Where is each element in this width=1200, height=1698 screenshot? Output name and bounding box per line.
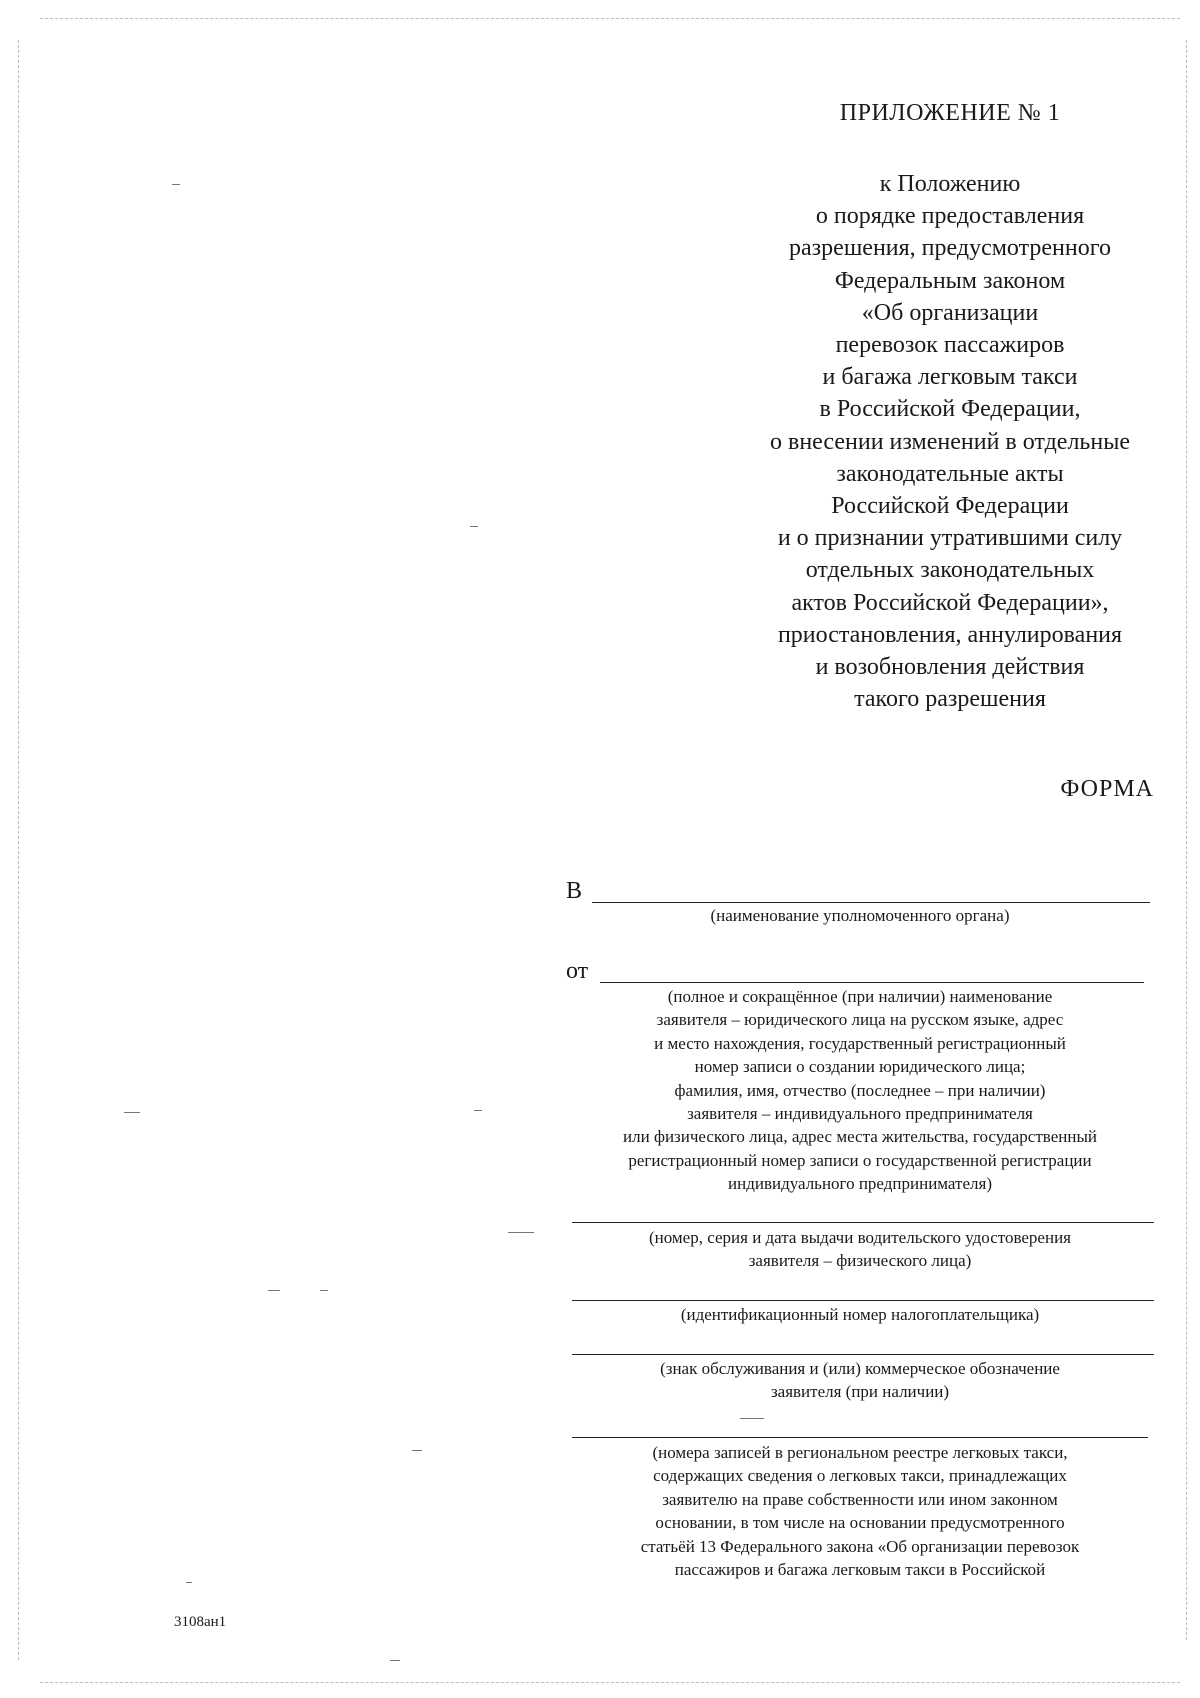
caption-line: содержащих сведения о легковых такси, принадлежащих	[653, 1466, 1067, 1486]
from-prefix: от	[566, 958, 589, 984]
caption-line: заявителя (при наличии)	[770, 1382, 950, 1402]
annex-line: разрешения, предусмотренного	[789, 235, 1111, 262]
scan-speck	[268, 1290, 280, 1291]
caption-line: заявителя – юридического лица на русском языке, адрес	[656, 1010, 1064, 1030]
annex-title: ПРИЛОЖЕНИЕ № 1	[839, 100, 1061, 126]
taxi-registry-field[interactable]	[572, 1437, 1148, 1438]
trademark-caption	[560, 1357, 1160, 1404]
scan-speck	[186, 1582, 192, 1583]
annex-line: к Положению	[879, 171, 1021, 197]
scan-edge-left	[18, 40, 19, 1660]
annex-line: и возобновления действия	[815, 654, 1085, 681]
caption-line: регистрационный номер записи о государственной регистрации	[628, 1150, 1092, 1170]
caption-line: фамилия, имя, отчество (последнее – при наличии)	[674, 1080, 1046, 1100]
page-code: 3108ан1	[174, 1614, 227, 1630]
caption-line: (полное и сокращённое (при наличии) наименование	[667, 987, 1053, 1006]
annex-line: отдельных законодательных	[805, 557, 1095, 584]
annex-line: законодательные акты	[836, 460, 1064, 487]
annex-line: и багажа легковым такси	[822, 364, 1078, 391]
annex-line: в Российской Федерации,	[819, 396, 1081, 423]
caption-line: индивидуального предпринимателя)	[728, 1174, 992, 1194]
inn-caption	[560, 1303, 1160, 1326]
to-authority-caption	[560, 904, 1160, 927]
scan-speck	[470, 526, 478, 527]
scan-speck	[412, 1450, 422, 1451]
annex-line: о порядке предоставления	[815, 203, 1085, 230]
annex-line: о внесении изменений в отдельные	[770, 428, 1130, 455]
annex-line: приостановления, аннулирования	[777, 621, 1123, 648]
scan-speck	[508, 1232, 534, 1233]
scan-speck	[320, 1290, 328, 1291]
caption-line: и место нахождения, государственный регистрационный	[654, 1033, 1066, 1053]
caption-line: заявителя – физического лица)	[748, 1251, 972, 1271]
annex-line: такого разрешения	[854, 686, 1046, 713]
applicant-field[interactable]	[600, 982, 1144, 983]
annex-line: перевозок пассажиров	[835, 332, 1065, 359]
caption-line: заявителю на праве собственности или ином законном	[662, 1489, 1058, 1509]
forma-label: ФОРМА	[1060, 776, 1154, 802]
caption-line: основании, в том числе на основании предусмотренного	[655, 1513, 1065, 1533]
caption-line: (наименование уполномоченного органа)	[710, 906, 1010, 925]
applicant-caption	[560, 985, 1160, 1196]
scan-speck	[124, 1112, 140, 1113]
caption-line: или физического лица, адрес места жительства, государственный	[623, 1127, 1097, 1147]
annex-reference	[700, 168, 1200, 715]
driver-license-field[interactable]	[572, 1222, 1154, 1223]
to-prefix: В	[566, 878, 583, 904]
taxi-registry-caption	[560, 1441, 1160, 1581]
caption-line: (знак обслуживания и (или) коммерческое обозначение	[660, 1359, 1060, 1378]
annex-line: Российской Федерации	[831, 493, 1069, 520]
caption-line: пассажиров и багажа легковым такси в Российской	[674, 1560, 1046, 1580]
caption-line: (номер, серия и дата выдачи водительского удостоверения	[648, 1228, 1071, 1247]
inn-field[interactable]	[572, 1300, 1154, 1301]
scan-speck	[474, 1110, 482, 1111]
annex-line: актов Российской Федерации»,	[791, 589, 1109, 616]
scan-edge-top	[40, 18, 1180, 19]
scan-speck	[740, 1418, 764, 1419]
caption-line: статьёй 13 Федерального закона «Об организации перевозок	[640, 1536, 1080, 1556]
caption-line: (идентификационный номер налогоплательщика)	[680, 1305, 1040, 1324]
scan-speck	[390, 1660, 400, 1661]
caption-line: номер записи о создании юридического лица;	[694, 1057, 1026, 1077]
caption-line: заявителя – индивидуального предпринимателя	[687, 1104, 1033, 1124]
annex-line: и о признании утратившими силу	[777, 525, 1123, 552]
annex-line: «Об организации	[861, 299, 1039, 326]
scan-speck	[172, 184, 180, 185]
driver-license-caption	[560, 1226, 1160, 1273]
trademark-field[interactable]	[572, 1354, 1154, 1355]
to-authority-field[interactable]	[592, 902, 1150, 903]
annex-line: Федеральным законом	[834, 267, 1066, 294]
caption-line: (номера записей в региональном реестре легковых такси,	[652, 1443, 1068, 1462]
scan-edge-bottom	[40, 1682, 1180, 1683]
